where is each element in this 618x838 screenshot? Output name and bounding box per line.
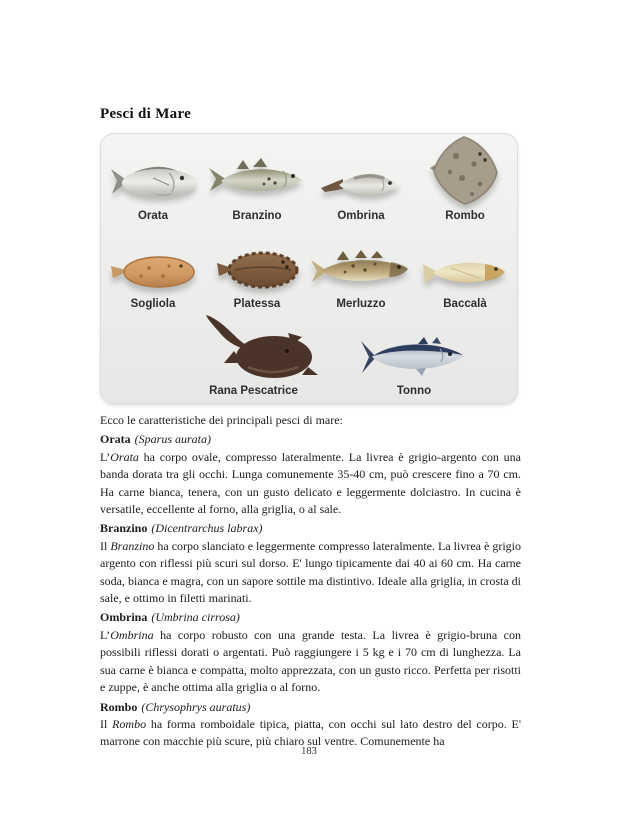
- fish-name-inline: Rombo: [112, 716, 147, 731]
- merluzzo-fish-image: [309, 248, 413, 294]
- fish-cell-rombo: [413, 134, 517, 226]
- baccala-fish-image: [421, 252, 509, 294]
- fish-cell-orata: [101, 134, 205, 226]
- fish-label-rana-pescatrice: Rana Pescatrice: [209, 385, 298, 397]
- orata-fish-image: [109, 158, 197, 206]
- latin-name: (Dicentrarchus labrax): [151, 521, 263, 536]
- section-paragraph-ombrina: [100, 627, 521, 697]
- fish-cell-branzino: [205, 134, 309, 226]
- fish-name-heading: Branzino: [100, 521, 148, 536]
- latin-name: (Umbrina cirrosa): [151, 610, 240, 625]
- fish-label-rombo: Rombo: [445, 210, 485, 222]
- fish-name-heading: Ombrina: [100, 610, 148, 625]
- fish-row-1: [101, 134, 517, 226]
- fish-figure-panel: [100, 133, 518, 404]
- fish-cell-baccala: [413, 226, 517, 314]
- fish-cell-rana-pescatrice: [171, 311, 336, 397]
- rombo-fish-image: [428, 134, 502, 206]
- paragraph-text: L’: [100, 449, 111, 464]
- paragraph-text: L’: [100, 627, 111, 642]
- section-paragraph-branzino: [100, 538, 521, 608]
- paragraph-text: ha corpo ovale, compresso lateralmente. La livrea è grigio-argento con una banda dorata tra gli occhi. Lunga comunemente 35-40 cm, può crescere fino a 70 cm. Ha carne bianca, tenera, con un gusto delicato e leggermente dolciastro. In cucina è versatile, eccellente al forno, alla griglia, o al sale.: [100, 449, 521, 517]
- rana-pescatrice-fish-image: [190, 311, 318, 381]
- fish-label-platessa: Platessa: [233, 298, 281, 310]
- fish-label-branzino: Branzino: [232, 210, 282, 222]
- fish-label-tonno: Tonno: [396, 385, 432, 397]
- fish-cell-tonno: [349, 333, 479, 397]
- sogliola-fish-image: [109, 250, 197, 294]
- page-title: Pesci di Mare: [100, 106, 192, 122]
- fish-name-inline: Orata: [110, 449, 139, 464]
- paragraph-text: Il: [100, 716, 113, 731]
- fish-name-inline: Branzino: [110, 538, 155, 553]
- fish-name-heading: Rombo: [100, 699, 138, 714]
- platessa-fish-image: [215, 246, 299, 294]
- latin-name: (Sparus aurata): [134, 432, 211, 447]
- fish-label-merluzzo: Merluzzo: [336, 298, 386, 310]
- fish-label-sogliola: Sogliola: [130, 298, 176, 310]
- fish-cell-platessa: [205, 226, 309, 314]
- paragraph-text: Il: [100, 538, 111, 553]
- fish-cell-sogliola: [101, 226, 205, 314]
- latin-name: (Chrysophrys auratus): [141, 699, 251, 714]
- paragraph-text: ha corpo slanciato e leggermente compresso lateralmente. La livrea è grigio argento con riflessi più scuri sul dorso. E' lungo tipicamente dai 40 ai 60 cm. Ha carne soda, bianca e magra, con un sapore sottile ma distintivo. Ideale alla griglia, in crosta di sale, e ottimo in filetti marinati.: [100, 538, 521, 606]
- section-heading-orata: [100, 431, 521, 448]
- section-heading-branzino: [100, 520, 521, 537]
- section-paragraph-orata: [100, 449, 521, 519]
- tonno-fish-image: [358, 333, 470, 381]
- ombrina-fish-image: [319, 164, 403, 206]
- fish-row-3: [101, 314, 517, 403]
- intro-text: Ecco le caratteristiche dei principali pesci di mare:: [100, 413, 343, 427]
- fish-label-ombrina: Ombrina: [337, 210, 385, 222]
- page-number: 183: [301, 746, 317, 757]
- fish-cell-merluzzo: [309, 226, 413, 314]
- body-text: [100, 412, 521, 751]
- fish-label-baccala: Baccalà: [443, 298, 487, 310]
- fish-row-2: [101, 226, 517, 314]
- paragraph-text: ha forma romboidale tipica, piatta, con occhi sul lato destro del corpo. E' marrone con macchie più scure, più chiaro sul ventre. Comunemente ha: [100, 716, 521, 749]
- fish-name-inline: Ombrina: [110, 627, 154, 642]
- fish-label-orata: Orata: [137, 210, 169, 222]
- branzino-fish-image: [207, 156, 307, 206]
- fish-cell-ombrina: [309, 134, 413, 226]
- paragraph-text: ha corpo robusto con una grande testa. La livrea è grigio-bruna con possibili riflessi dorati o argentati. Può raggiungere i 5 kg e i 70 cm di lunghezza. La sua carne è bianca e compatta, molto apprezzata, con un gusto ricco. Perfetta per risotti e zuppe, è anche ottima alla griglia o al forno.: [100, 627, 521, 695]
- section-heading-rombo: [100, 699, 521, 716]
- section-heading-ombrina: [100, 609, 521, 626]
- fish-name-heading: Orata: [100, 432, 131, 447]
